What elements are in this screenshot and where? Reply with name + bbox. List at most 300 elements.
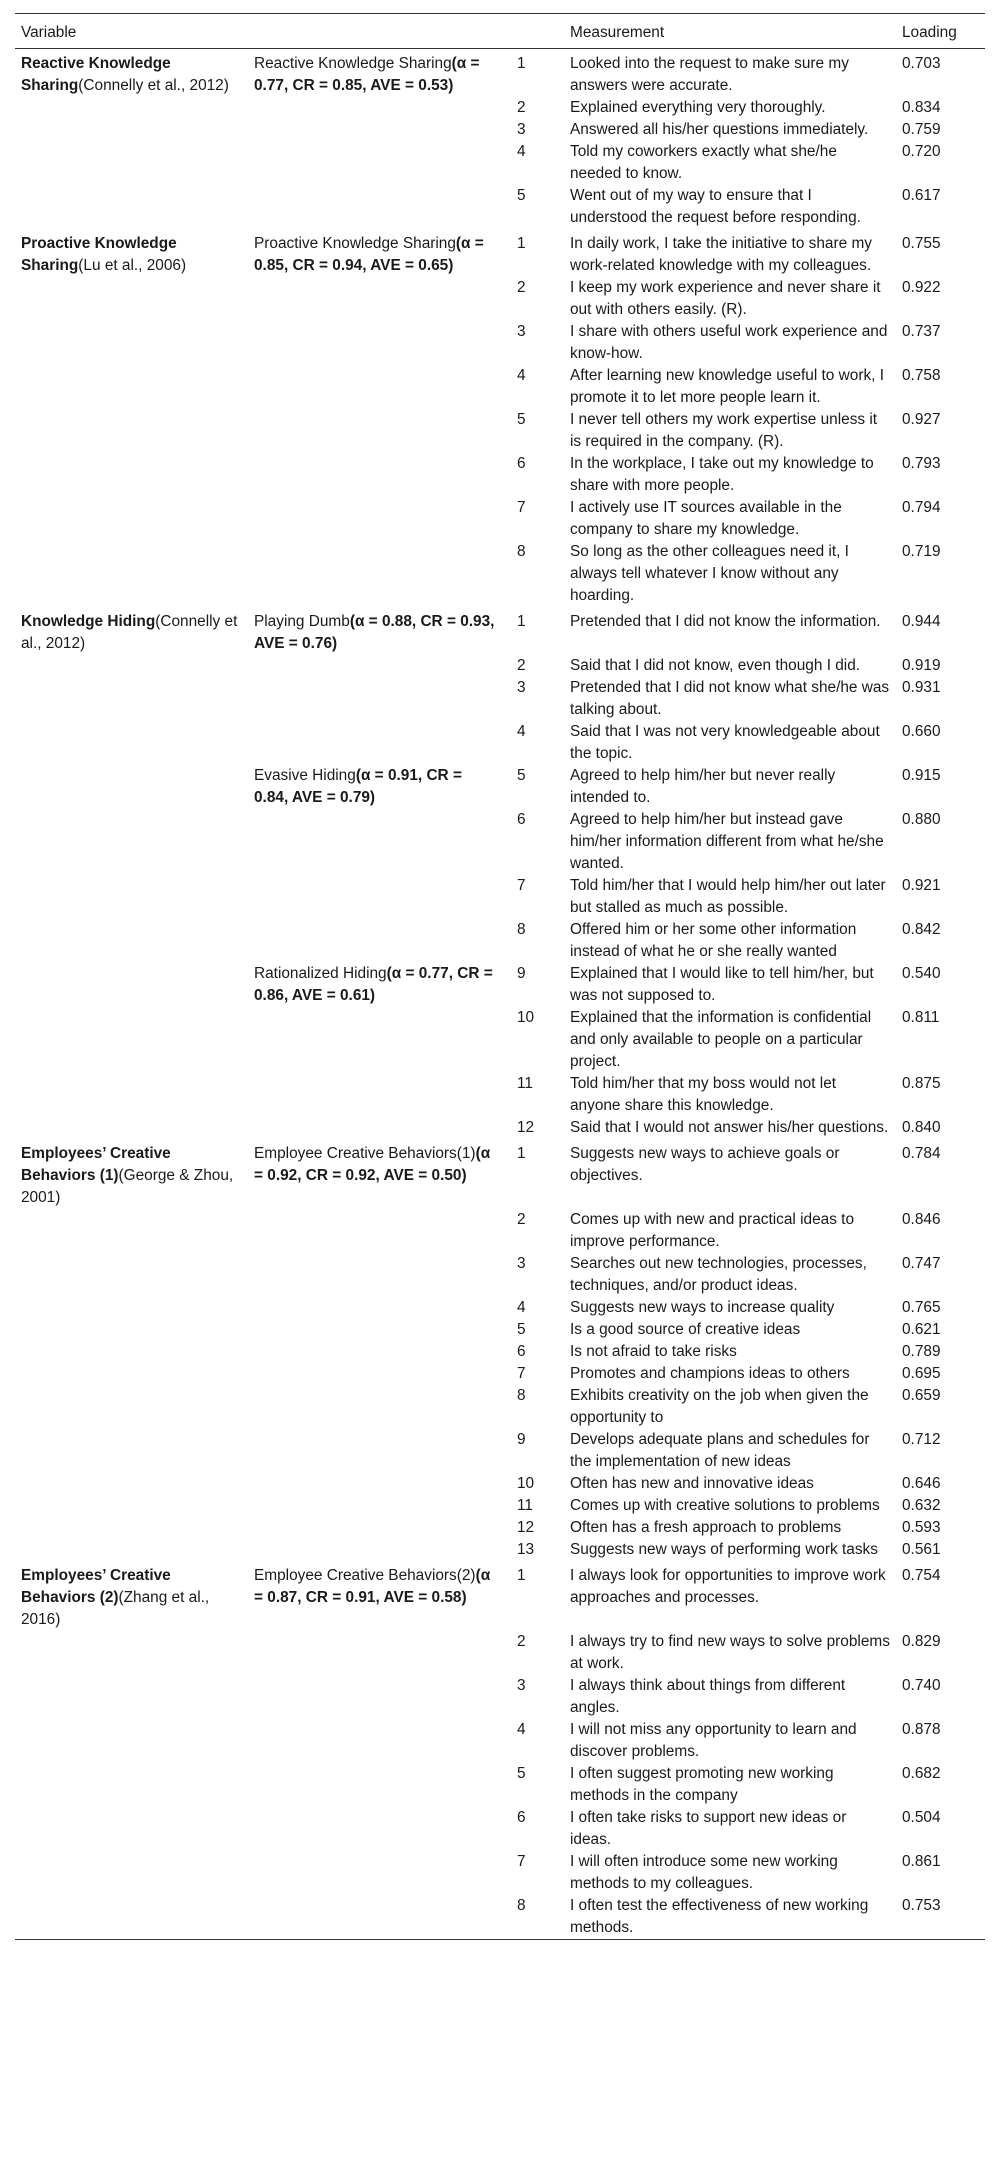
item-loading: 0.504 — [902, 1809, 941, 1826]
item-loading: 0.944 — [902, 613, 941, 630]
subscale-cell — [248, 1631, 505, 1675]
variable-cell — [15, 1385, 248, 1429]
subscale-cell — [248, 677, 505, 721]
variable-cell — [15, 97, 248, 119]
variable-cell — [15, 1117, 248, 1139]
item-loading: 0.682 — [902, 1765, 941, 1782]
item-text: I always look for opportunities to improve work approaches and processes. — [570, 1567, 886, 1606]
item-number: 2 — [517, 657, 526, 674]
item-number: 6 — [517, 455, 526, 472]
item-number: 6 — [517, 1809, 526, 1826]
item-number: 6 — [517, 811, 526, 828]
header-measurement: Measurement — [570, 24, 665, 41]
subscale-cell — [248, 1297, 505, 1319]
item-loading: 0.789 — [902, 1343, 941, 1360]
measurement-table — [15, 13, 985, 1940]
subscale-cell — [248, 541, 505, 607]
item-number: 9 — [517, 1431, 526, 1448]
item-loading: 0.712 — [902, 1431, 941, 1448]
variable-cell — [15, 1517, 248, 1539]
subscale-cell — [248, 185, 505, 229]
item-text: I keep my work experience and never share it out with others easily. (R). — [570, 279, 881, 318]
item-number: 4 — [517, 1721, 526, 1738]
table-row — [15, 1517, 985, 1539]
subscale-name: Rationalized Hiding — [254, 965, 387, 982]
item-number: 6 — [517, 1343, 526, 1360]
item-loading: 0.794 — [902, 499, 941, 516]
table-row — [15, 1319, 985, 1341]
table-row — [15, 1007, 985, 1073]
subscale-cell — [248, 809, 505, 875]
subscale-cell — [248, 365, 505, 409]
table-row — [15, 1209, 985, 1253]
variable-name: Employees’ Creative Behaviors (1) — [21, 1145, 171, 1184]
item-loading: 0.593 — [902, 1519, 941, 1536]
item-text: I often test the effectiveness of new working methods. — [570, 1897, 869, 1936]
item-number: 7 — [517, 877, 526, 894]
variable-cell — [15, 1139, 248, 1209]
variable-cell — [15, 141, 248, 185]
table-row — [15, 497, 985, 541]
item-number: 1 — [517, 55, 526, 72]
item-loading: 0.737 — [902, 323, 941, 340]
item-text: Pretended that I did not know the information. — [570, 613, 881, 630]
item-number: 5 — [517, 1321, 526, 1338]
item-number: 9 — [517, 965, 526, 982]
item-number: 3 — [517, 1255, 526, 1272]
item-number: 2 — [517, 99, 526, 116]
item-loading: 0.720 — [902, 143, 941, 160]
item-number: 8 — [517, 543, 526, 560]
item-text: I never tell others my work expertise unless it is required in the company. (R). — [570, 411, 878, 450]
item-loading: 0.915 — [902, 767, 941, 784]
item-number: 3 — [517, 679, 526, 696]
subscale-cell — [248, 97, 505, 119]
subscale-cell — [248, 963, 505, 1007]
table-row — [15, 1473, 985, 1495]
table-row — [15, 1495, 985, 1517]
variable-cell — [15, 119, 248, 141]
subscale-cell — [248, 1539, 505, 1561]
item-text: Searches out new technologies, processes, techniques, and/or product ideas. — [570, 1255, 867, 1294]
item-loading: 0.719 — [902, 543, 941, 560]
variable-cell — [15, 1675, 248, 1719]
subscale-cell — [248, 607, 505, 655]
subscale-cell — [248, 1851, 505, 1895]
variable-cell — [15, 1895, 248, 1940]
subscale-cell — [248, 1073, 505, 1117]
item-loading: 0.540 — [902, 965, 941, 982]
item-number: 4 — [517, 143, 526, 160]
subscale-name: Evasive Hiding — [254, 767, 356, 784]
item-text: I always try to find new ways to solve problems at work. — [570, 1633, 890, 1672]
item-number: 4 — [517, 723, 526, 740]
subscale-name: Employee Creative Behaviors(2) — [254, 1567, 476, 1584]
item-loading: 0.861 — [902, 1853, 941, 1870]
table-row — [15, 655, 985, 677]
item-text: Explained everything very thoroughly. — [570, 99, 826, 116]
item-loading: 0.753 — [902, 1897, 941, 1914]
table-row — [15, 1675, 985, 1719]
table-row — [15, 1117, 985, 1139]
variable-cell — [15, 607, 248, 655]
item-number: 1 — [517, 235, 526, 252]
table-header — [15, 14, 985, 49]
item-number: 8 — [517, 1897, 526, 1914]
subscale-cell — [248, 1719, 505, 1763]
variable-name: Proactive Knowledge Sharing — [21, 235, 177, 274]
item-number: 3 — [517, 1677, 526, 1694]
variable-cell — [15, 765, 248, 809]
subscale-cell — [248, 1675, 505, 1719]
item-number: 5 — [517, 411, 526, 428]
variable-cell — [15, 497, 248, 541]
subscale-cell — [248, 409, 505, 453]
table-row — [15, 141, 985, 185]
subscale-cell — [248, 1895, 505, 1940]
subscale-cell — [248, 1763, 505, 1807]
table-row — [15, 1363, 985, 1385]
subscale-cell — [248, 1429, 505, 1473]
subscale-stats: (α = 0.92, CR = 0.92, AVE = 0.50) — [254, 1145, 491, 1184]
table-row — [15, 97, 985, 119]
item-number: 1 — [517, 1145, 526, 1162]
table-row — [15, 721, 985, 765]
item-text: I will often introduce some new working methods to my colleagues. — [570, 1853, 838, 1892]
table-row — [15, 229, 985, 277]
table-row — [15, 1763, 985, 1807]
table-row — [15, 1429, 985, 1473]
variable-name: Employees’ Creative Behaviors (2) — [21, 1567, 171, 1606]
subscale-cell — [248, 1561, 505, 1631]
variable-cell — [15, 321, 248, 365]
variable-cell — [15, 49, 248, 98]
item-loading: 0.793 — [902, 455, 941, 472]
item-number: 11 — [517, 1075, 533, 1092]
item-loading: 0.927 — [902, 411, 941, 428]
item-text: Looked into the request to make sure my answers were accurate. — [570, 55, 849, 94]
item-text: Comes up with creative solutions to problems — [570, 1497, 880, 1514]
subscale-cell — [248, 1385, 505, 1429]
item-loading: 0.755 — [902, 235, 941, 252]
variable-cell — [15, 1073, 248, 1117]
item-number: 10 — [517, 1009, 535, 1026]
item-number: 7 — [517, 1853, 526, 1870]
subscale-stats: (α = 0.77, CR = 0.86, AVE = 0.61) — [254, 965, 493, 1004]
item-loading: 0.754 — [902, 1567, 941, 1584]
table-row — [15, 1719, 985, 1763]
subscale-cell — [248, 119, 505, 141]
item-loading: 0.695 — [902, 1365, 941, 1382]
table-row — [15, 809, 985, 875]
table-row — [15, 1253, 985, 1297]
header-variable: Variable — [21, 24, 77, 41]
item-text: Is not afraid to take risks — [570, 1343, 737, 1360]
variable-cell — [15, 1341, 248, 1363]
item-number: 3 — [517, 323, 526, 340]
variable-cell — [15, 229, 248, 277]
item-text: Pretended that I did not know what she/he was talking about. — [570, 679, 890, 718]
item-text: I often take risks to support new ideas or ideas. — [570, 1809, 847, 1848]
item-loading: 0.842 — [902, 921, 941, 938]
variable-cell — [15, 1429, 248, 1473]
item-loading: 0.659 — [902, 1387, 941, 1404]
subscale-name: Playing Dumb — [254, 613, 350, 630]
subscale-cell — [248, 655, 505, 677]
header-loading: Loading — [902, 24, 957, 41]
item-loading: 0.765 — [902, 1299, 941, 1316]
item-number: 2 — [517, 279, 526, 296]
item-loading: 0.922 — [902, 279, 941, 296]
subscale-name: Reactive Knowledge Sharing — [254, 55, 452, 72]
item-text: Went out of my way to ensure that I understood the request before responding. — [570, 187, 861, 226]
subscale-stats: (α = 0.85, CR = 0.94, AVE = 0.65) — [254, 235, 484, 274]
table-row — [15, 409, 985, 453]
variable-cell — [15, 1319, 248, 1341]
subscale-cell — [248, 1007, 505, 1073]
item-number: 11 — [517, 1497, 533, 1514]
variable-cell — [15, 409, 248, 453]
table-row — [15, 541, 985, 607]
subscale-cell — [248, 229, 505, 277]
item-loading: 0.880 — [902, 811, 941, 828]
item-text: Said that I was not very knowledgeable about the topic. — [570, 723, 880, 762]
item-loading: 0.703 — [902, 55, 941, 72]
item-loading: 0.759 — [902, 121, 941, 138]
table-row — [15, 1385, 985, 1429]
variable-cell — [15, 1495, 248, 1517]
item-loading: 0.846 — [902, 1211, 941, 1228]
variable-cell — [15, 963, 248, 1007]
item-loading: 0.747 — [902, 1255, 941, 1272]
table-row — [15, 1539, 985, 1561]
variable-cell — [15, 1253, 248, 1297]
variable-cell — [15, 809, 248, 875]
variable-cell — [15, 1297, 248, 1319]
subscale-cell — [248, 1517, 505, 1539]
item-number: 12 — [517, 1519, 535, 1536]
table-row — [15, 677, 985, 721]
subscale-stats: (α = 0.77, CR = 0.85, AVE = 0.53) — [254, 55, 480, 94]
table-row — [15, 1631, 985, 1675]
item-number: 5 — [517, 767, 526, 784]
subscale-cell — [248, 453, 505, 497]
table-row — [15, 1139, 985, 1209]
item-text: Develops adequate plans and schedules for the implementation of new ideas — [570, 1431, 870, 1470]
table-row — [15, 321, 985, 365]
table-row — [15, 607, 985, 655]
subscale-cell — [248, 277, 505, 321]
subscale-cell — [248, 721, 505, 765]
variable-cell — [15, 1473, 248, 1495]
item-loading: 0.875 — [902, 1075, 941, 1092]
variable-citation: (Connelly et al., 2012) — [78, 77, 229, 94]
variable-cell — [15, 453, 248, 497]
table-row — [15, 1895, 985, 1940]
variable-citation: (Zhang et al., 2016) — [21, 1589, 210, 1628]
table-row — [15, 453, 985, 497]
item-number: 7 — [517, 499, 526, 516]
item-text: Told my coworkers exactly what she/he needed to know. — [570, 143, 837, 182]
subscale-cell — [248, 1319, 505, 1341]
table-row — [15, 1073, 985, 1117]
subscale-cell — [248, 765, 505, 809]
item-number: 1 — [517, 1567, 526, 1584]
item-text: Suggests new ways to increase quality — [570, 1299, 835, 1316]
table-row — [15, 1341, 985, 1363]
item-text: I will not miss any opportunity to learn and discover problems. — [570, 1721, 857, 1760]
item-text: Often has new and innovative ideas — [570, 1475, 814, 1492]
item-number: 1 — [517, 613, 526, 630]
variable-cell — [15, 1539, 248, 1561]
variable-cell — [15, 677, 248, 721]
subscale-stats: (α = 0.87, CR = 0.91, AVE = 0.58) — [254, 1567, 491, 1606]
variable-cell — [15, 919, 248, 963]
table-row — [15, 1851, 985, 1895]
item-loading: 0.840 — [902, 1119, 941, 1136]
variable-cell — [15, 1631, 248, 1675]
item-text: Told him/her that I would help him/her out later but stalled as much as possible. — [570, 877, 886, 916]
item-text: Agreed to help him/her but instead gave him/her information different from what he/she wanted. — [570, 811, 884, 872]
item-loading: 0.921 — [902, 877, 941, 894]
subscale-stats: (α = 0.88, CR = 0.93, AVE = 0.76) — [254, 613, 495, 652]
item-text: Said that I did not know, even though I did. — [570, 657, 861, 674]
item-text: I always think about things from different angles. — [570, 1677, 846, 1716]
item-number: 4 — [517, 1299, 526, 1316]
variable-cell — [15, 277, 248, 321]
subscale-cell — [248, 1363, 505, 1385]
item-loading: 0.919 — [902, 657, 941, 674]
item-text: Said that I would not answer his/her questions. — [570, 1119, 889, 1136]
item-text: Is a good source of creative ideas — [570, 1321, 801, 1338]
subscale-cell — [248, 1473, 505, 1495]
table-row — [15, 919, 985, 963]
item-text: Suggests new ways of performing work tasks — [570, 1541, 878, 1558]
variable-cell — [15, 655, 248, 677]
item-loading: 0.617 — [902, 187, 941, 204]
table-row — [15, 1297, 985, 1319]
subscale-cell — [248, 321, 505, 365]
item-loading: 0.561 — [902, 1541, 941, 1558]
subscale-cell — [248, 1117, 505, 1139]
item-number: 4 — [517, 367, 526, 384]
subscale-cell — [248, 49, 505, 98]
variable-cell — [15, 365, 248, 409]
subscale-cell — [248, 875, 505, 919]
item-loading: 0.621 — [902, 1321, 941, 1338]
item-loading: 0.740 — [902, 1677, 941, 1694]
variable-cell — [15, 875, 248, 919]
item-loading: 0.784 — [902, 1145, 941, 1162]
variable-cell — [15, 1561, 248, 1631]
subscale-cell — [248, 919, 505, 963]
variable-cell — [15, 541, 248, 607]
item-number: 5 — [517, 187, 526, 204]
item-loading: 0.829 — [902, 1633, 941, 1650]
item-text: I often suggest promoting new working methods in the company — [570, 1765, 834, 1804]
subscale-name: Proactive Knowledge Sharing — [254, 235, 456, 252]
item-text: Often has a fresh approach to problems — [570, 1519, 842, 1536]
item-text: Explained that the information is confidential and only available to people on a particular project. — [570, 1009, 872, 1070]
item-text: Explained that I would like to tell him/her, but was not supposed to. — [570, 965, 874, 1004]
item-number: 12 — [517, 1119, 535, 1136]
item-number: 3 — [517, 121, 526, 138]
variable-cell — [15, 1807, 248, 1851]
item-text: I actively use IT sources available in the company to share my knowledge. — [570, 499, 842, 538]
variable-cell — [15, 1763, 248, 1807]
table-row — [15, 1561, 985, 1631]
item-number: 2 — [517, 1211, 526, 1228]
item-number: 5 — [517, 1765, 526, 1782]
item-number: 10 — [517, 1475, 535, 1492]
item-text: I share with others useful work experience and know-how. — [570, 323, 888, 362]
item-loading: 0.834 — [902, 99, 941, 116]
variable-citation: (Connelly et al., 2012) — [21, 613, 238, 652]
subscale-cell — [248, 1253, 505, 1297]
subscale-cell — [248, 1209, 505, 1253]
item-text: Offered him or her some other information instead of what he or she really wanted — [570, 921, 857, 960]
item-loading: 0.811 — [902, 1009, 940, 1026]
table-row — [15, 277, 985, 321]
item-text: Agreed to help him/her but never really intended to. — [570, 767, 836, 806]
table-row — [15, 765, 985, 809]
variable-name: Reactive Knowledge Sharing — [21, 55, 171, 94]
item-text: Suggests new ways to achieve goals or objectives. — [570, 1145, 840, 1184]
table-row — [15, 963, 985, 1007]
table-row — [15, 1807, 985, 1851]
item-loading: 0.660 — [902, 723, 941, 740]
item-loading: 0.646 — [902, 1475, 941, 1492]
item-loading: 0.931 — [902, 679, 941, 696]
item-number: 7 — [517, 1365, 526, 1382]
item-text: Answered all his/her questions immediately. — [570, 121, 869, 138]
item-text: Promotes and champions ideas to others — [570, 1365, 850, 1382]
subscale-cell — [248, 1495, 505, 1517]
table-body — [15, 49, 985, 1940]
subscale-cell — [248, 1341, 505, 1363]
variable-cell — [15, 1363, 248, 1385]
table-row — [15, 49, 985, 98]
variable-citation: (Lu et al., 2006) — [78, 257, 187, 274]
item-text: Comes up with new and practical ideas to improve performance. — [570, 1211, 855, 1250]
variable-cell — [15, 1007, 248, 1073]
subscale-cell — [248, 497, 505, 541]
item-number: 2 — [517, 1633, 526, 1650]
variable-cell — [15, 721, 248, 765]
item-text: In daily work, I take the initiative to share my work-related knowledge with my colleagues. — [570, 235, 872, 274]
variable-cell — [15, 185, 248, 229]
variable-cell — [15, 1851, 248, 1895]
item-text: So long as the other colleagues need it, I always tell whatever I know without any hoarding. — [570, 543, 849, 604]
subscale-cell — [248, 1139, 505, 1209]
table-row — [15, 185, 985, 229]
variable-cell — [15, 1719, 248, 1763]
subscale-cell — [248, 1807, 505, 1851]
variable-name: Knowledge Hiding — [21, 613, 156, 630]
item-loading: 0.632 — [902, 1497, 941, 1514]
variable-citation: (George & Zhou, 2001) — [21, 1167, 234, 1206]
table-row — [15, 119, 985, 141]
item-number: 13 — [517, 1541, 535, 1558]
table-row — [15, 365, 985, 409]
subscale-cell — [248, 141, 505, 185]
item-text: Told him/her that my boss would not let anyone share this knowledge. — [570, 1075, 837, 1114]
subscale-stats: (α = 0.91, CR = 0.84, AVE = 0.79) — [254, 767, 462, 806]
item-text: After learning new knowledge useful to work, I promote it to let more people learn it. — [570, 367, 884, 406]
item-loading: 0.878 — [902, 1721, 941, 1738]
table-row — [15, 875, 985, 919]
subscale-name: Employee Creative Behaviors(1) — [254, 1145, 476, 1162]
